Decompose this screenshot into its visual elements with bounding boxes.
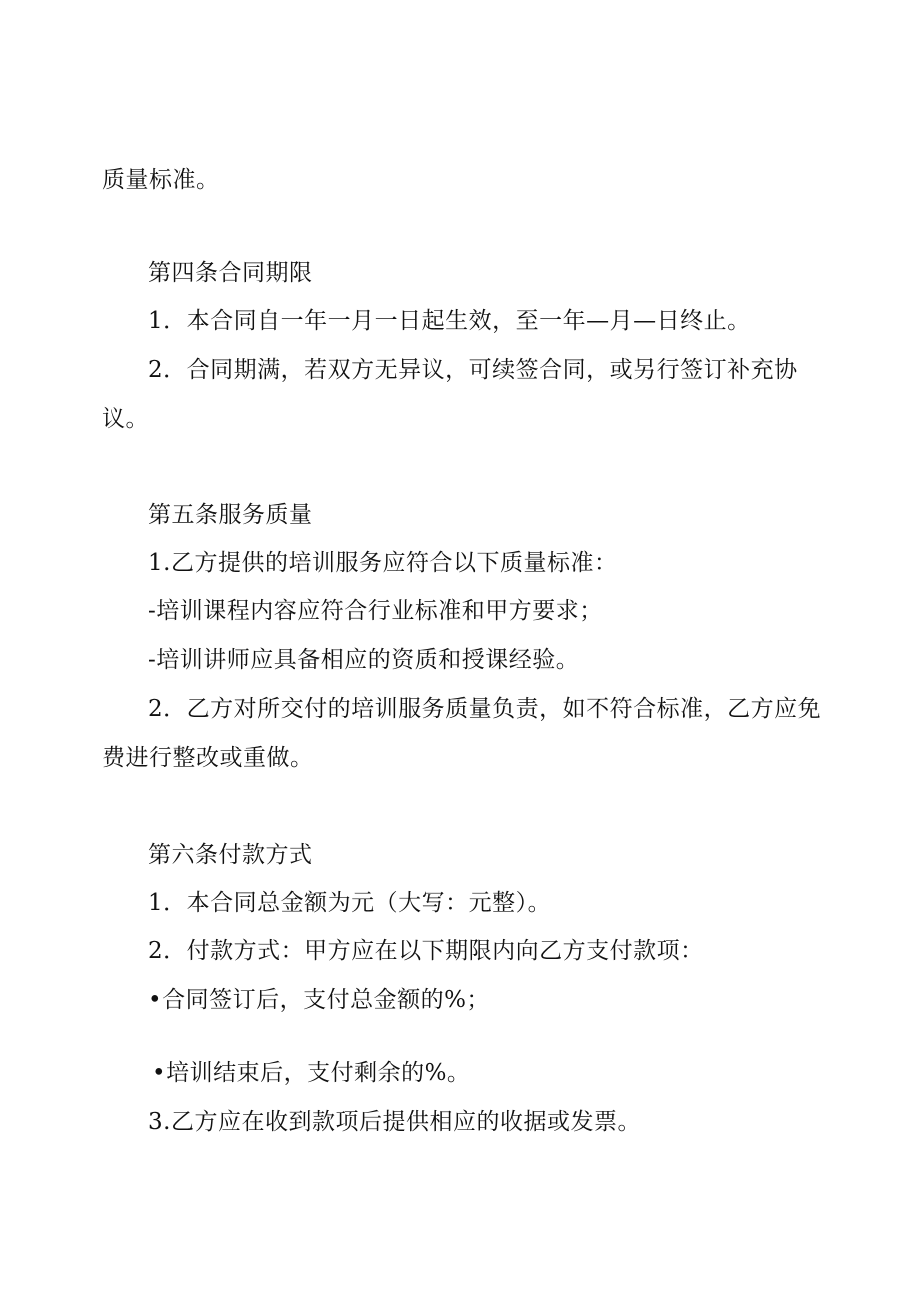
text-line: 费进行整改或重做。 [102,745,314,771]
text-line: 1.乙方提供的培训服务应符合以下质量标准： [148,550,618,576]
section-heading-quality: 第五条服务质量 [148,502,313,528]
list-item: -培训课程内容应符合行业标准和甲方要求； [148,598,603,624]
list-item: -培训讲师应具备相应的资质和授课经验。 [148,647,580,673]
text-line: 3.乙方应在收到款项后提供相应的收据或发票。 [148,1109,641,1135]
text-line: 议。 [102,406,149,432]
section-heading-payment: 第六条付款方式 [148,842,313,868]
text-line: 2．乙方对所交付的培训服务质量负责，如不符合标准，乙方应免 [148,696,822,722]
text-line: 2．付款方式：甲方应在以下期限内向乙方支付款项： [148,938,704,964]
text-line: 1．本合同自一年一月一日起生效，至一年—月—日终止。 [148,308,751,334]
text-line: 2．合同期满，若双方无异议，可续签合同，或另行签订补充协 [148,357,798,383]
text-line: 1．本合同总金额为元（大写：元整）。 [148,890,552,916]
text-line: 质量标准。 [102,167,220,193]
list-item: •合同签订后，支付总金额的%； [148,987,490,1013]
list-item: •培训结束后，支付剩余的%。 [152,1060,471,1086]
section-heading-term: 第四条合同期限 [148,260,313,286]
